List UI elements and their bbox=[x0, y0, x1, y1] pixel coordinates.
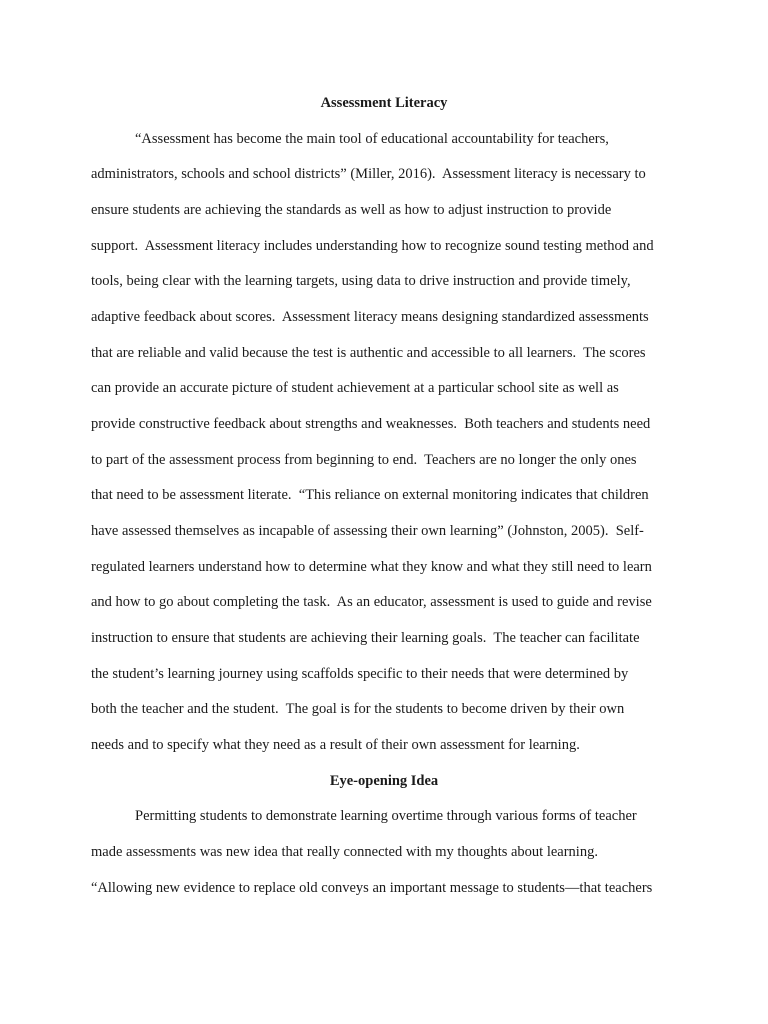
paragraph-line: and how to go about completing the task. As an educator, assessment is used to guide and revise bbox=[91, 594, 652, 610]
paragraph-line: that need to be assessment literate. “This reliance on external monitoring indicates that children bbox=[91, 487, 649, 503]
paragraph-line: “Allowing new evidence to replace old conveys an important message to students—that teachers bbox=[91, 880, 653, 896]
paragraph-line: administrators, schools and school districts” (Miller, 2016). Assessment literacy is necessary to bbox=[91, 166, 646, 182]
paragraph-line: Permitting students to demonstrate learning overtime through various forms of teacher bbox=[135, 808, 637, 824]
paragraph-line: the student’s learning journey using scaffolds specific to their needs that were determined by bbox=[91, 666, 629, 682]
paragraph-line: to part of the assessment process from beginning to end. Teachers are no longer the only ones bbox=[91, 452, 637, 468]
paragraph-line: support. Assessment literacy includes understanding how to recognize sound testing method and bbox=[91, 238, 654, 254]
paragraph-line: “Assessment has become the main tool of educational accountability for teachers, bbox=[135, 131, 609, 147]
paragraph-line: instruction to ensure that students are achieving their learning goals. The teacher can facilitate bbox=[91, 630, 640, 646]
heading-eye-opening-idea: Eye-opening Idea bbox=[329, 773, 439, 789]
paragraph-line: adaptive feedback about scores. Assessment literacy means designing standardized assessments bbox=[91, 309, 649, 325]
paragraph-line: both the teacher and the student. The goal is for the students to become driven by their own bbox=[91, 701, 625, 717]
paragraph-line: have assessed themselves as incapable of assessing their own learning” (Johnston, 2005). Self- bbox=[91, 523, 644, 539]
paragraph-line: that are reliable and valid because the test is authentic and accessible to all learners. The scores bbox=[91, 345, 646, 361]
paragraph-line: made assessments was new idea that really connected with my thoughts about learning. bbox=[91, 844, 598, 860]
paragraph-line: needs and to specify what they need as a result of their own assessment for learning. bbox=[91, 737, 580, 753]
paragraph-line: can provide an accurate picture of student achievement at a particular school site as well as bbox=[91, 380, 619, 396]
paragraph-line: ensure students are achieving the standards as well as how to adjust instruction to provide bbox=[91, 202, 612, 218]
paragraph-line: tools, being clear with the learning targets, using data to drive instruction and provide timely, bbox=[91, 273, 631, 289]
paragraph-line: provide constructive feedback about strengths and weaknesses. Both teachers and students need bbox=[91, 416, 651, 432]
heading-assessment-literacy: Assessment Literacy bbox=[320, 95, 448, 111]
paragraph-line: regulated learners understand how to determine what they know and what they still need to learn bbox=[91, 559, 652, 575]
